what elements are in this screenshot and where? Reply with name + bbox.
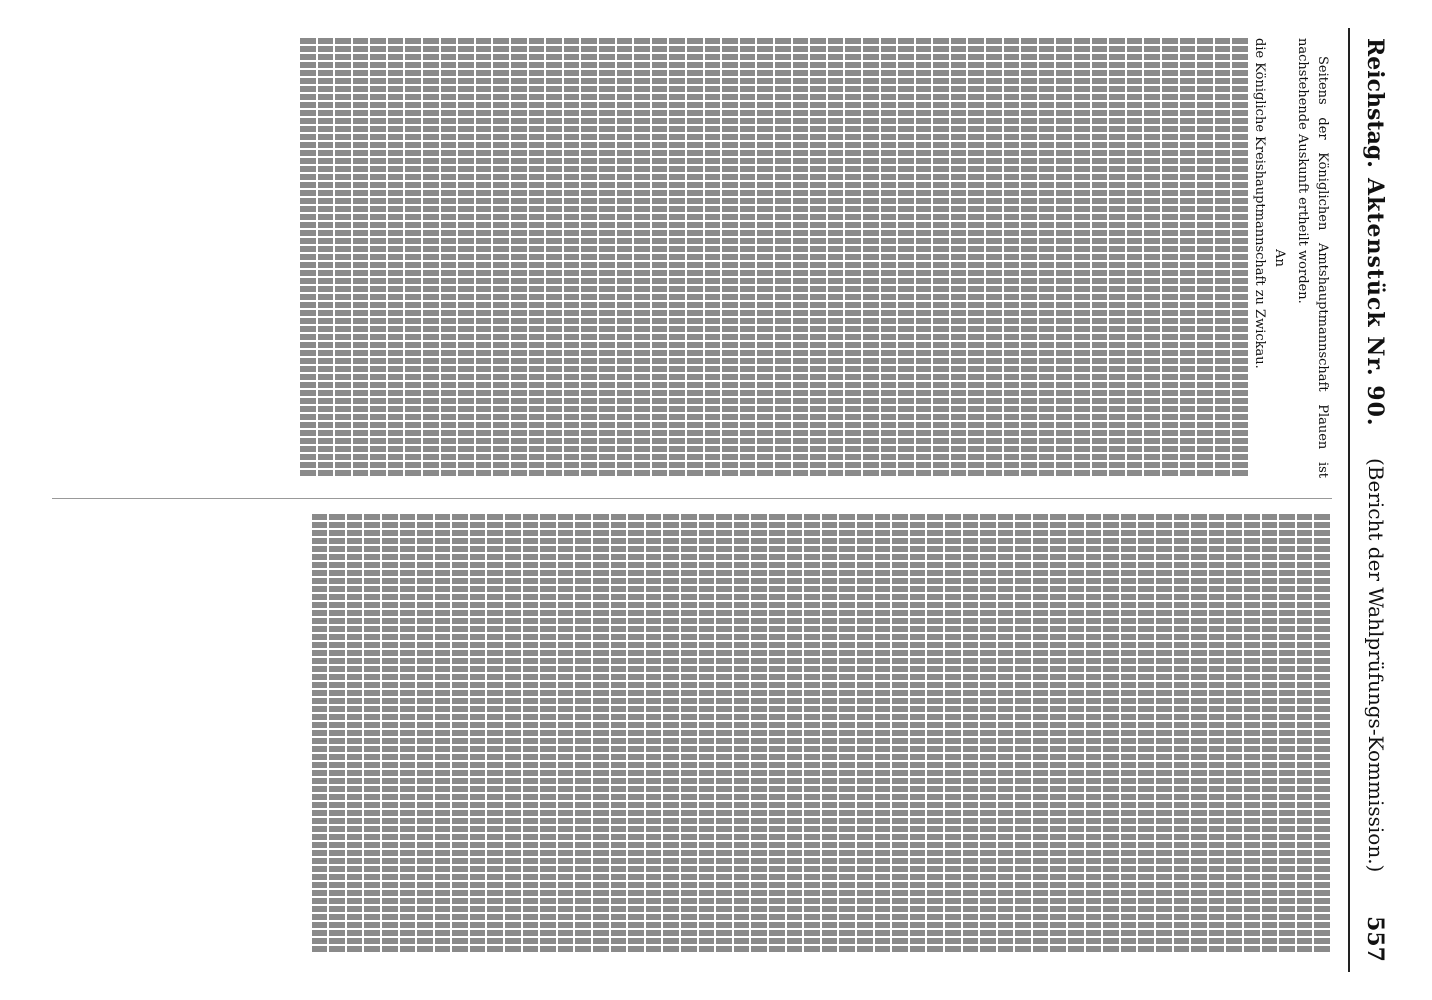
illegible-line [881,38,897,478]
illegible-line [441,38,457,478]
illegible-line [1162,38,1178,478]
illegible-line [505,514,521,954]
illegible-line [951,38,967,478]
illegible-line [546,38,562,478]
illegible-line [822,514,838,954]
illegible-line [423,38,439,478]
address-line: die Königliche Kreishauptmannschaft zu Zwickau. [1252,38,1268,369]
illegible-line [1209,514,1225,954]
illegible-line [1103,514,1119,954]
illegible-line [300,38,316,478]
illegible-line [1033,514,1049,954]
text-column-right-body [312,514,1330,954]
illegible-line [335,38,351,478]
text-column-left [52,38,1332,478]
illegible-line [388,38,404,478]
illegible-line [1138,514,1154,954]
illegible-line [1232,38,1248,478]
illegible-line [646,514,662,954]
running-header [1352,28,1392,972]
illegible-line [898,38,914,478]
address-an: An [1272,249,1287,267]
illegible-line [699,514,715,954]
illegible-line [722,38,738,478]
illegible-line [1215,38,1231,478]
illegible-line [863,38,879,478]
illegible-line [986,38,1002,478]
illegible-line [828,38,844,478]
illegible-line [810,38,826,478]
illegible-line [564,38,580,478]
header-right: (Bericht der Wahlprüfungs-Kommission.) [1364,458,1388,873]
illegible-line [318,38,334,478]
illegible-line [329,514,345,954]
illegible-line [1197,38,1213,478]
illegible-line [1180,38,1196,478]
header-left: Reichstag. [1362,38,1388,168]
illegible-line [1021,38,1037,478]
illegible-line [793,38,809,478]
illegible-line [406,38,422,478]
illegible-line [916,38,932,478]
intro-paragraph: Seitens der Königlichen Amtshauptmannschaft Plauen ist nachstehende Auskunft ertheilt worden. [1295,38,1330,478]
illegible-line [933,38,949,478]
illegible-line [611,514,627,954]
header-center: Aktenstück Nr. 90. [1362,178,1388,427]
illegible-line [1074,38,1090,478]
illegible-line [1056,38,1072,478]
illegible-line [1314,514,1330,954]
illegible-line [945,514,961,954]
illegible-line [628,514,644,954]
illegible-line [370,38,386,478]
illegible-line [347,514,363,954]
illegible-line [1086,514,1102,954]
illegible-line [687,38,703,478]
illegible-line [523,514,539,954]
illegible-line [751,514,767,954]
illegible-line [470,514,486,954]
illegible-line [663,514,679,954]
illegible-line [617,38,633,478]
illegible-line [511,38,527,478]
illegible-line [1262,514,1278,954]
illegible-line [910,514,926,954]
illegible-line [529,38,545,478]
illegible-line [1015,514,1031,954]
illegible-line [417,514,433,954]
illegible-line [1068,514,1084,954]
illegible-line [734,514,750,954]
illegible-line [705,38,721,478]
illegible-line [1174,514,1190,954]
illegible-line [382,514,398,954]
illegible-line [892,514,908,954]
illegible-line [769,514,785,954]
illegible-line [1144,38,1160,478]
illegible-line [540,514,556,954]
illegible-line [875,514,891,954]
illegible-line [1004,38,1020,478]
illegible-line [669,38,685,478]
illegible-line [980,514,996,954]
illegible-line [581,38,597,478]
illegible-line [476,38,492,478]
page-content [32,28,1392,972]
header-rule [1348,28,1350,972]
illegible-line [804,514,820,954]
illegible-line [927,514,943,954]
illegible-line [775,38,791,478]
illegible-line [458,38,474,478]
column-divider [52,498,1332,499]
illegible-line [1244,514,1260,954]
illegible-line [652,38,668,478]
illegible-line [593,514,609,954]
illegible-line [1092,38,1108,478]
illegible-line [1156,514,1172,954]
illegible-line [1127,38,1143,478]
illegible-line [1191,514,1207,954]
illegible-line [452,514,468,954]
illegible-line [488,514,504,954]
illegible-line [969,38,985,478]
illegible-line [839,514,855,954]
illegible-line [1226,514,1242,954]
illegible-line [1109,38,1125,478]
illegible-line [599,38,615,478]
illegible-line [1297,514,1313,954]
illegible-line [364,514,380,954]
illegible-line [740,38,756,478]
illegible-line [558,514,574,954]
illegible-line [353,38,369,478]
illegible-line [998,514,1014,954]
illegible-line [634,38,650,478]
illegible-line [681,514,697,954]
illegible-line [1039,38,1055,478]
illegible-line [1121,514,1137,954]
illegible-line [757,38,773,478]
illegible-line [1051,514,1067,954]
illegible-line [1279,514,1295,954]
illegible-line [787,514,803,954]
illegible-line [435,514,451,954]
illegible-line [312,514,328,954]
text-column-right [52,514,1332,954]
illegible-line [716,514,732,954]
text-column-left-body [300,38,1248,478]
illegible-line [963,514,979,954]
illegible-line [845,38,861,478]
page-number: 557 [1362,916,1388,962]
illegible-line [575,514,591,954]
illegible-line [857,514,873,954]
illegible-line [400,514,416,954]
illegible-line [493,38,509,478]
